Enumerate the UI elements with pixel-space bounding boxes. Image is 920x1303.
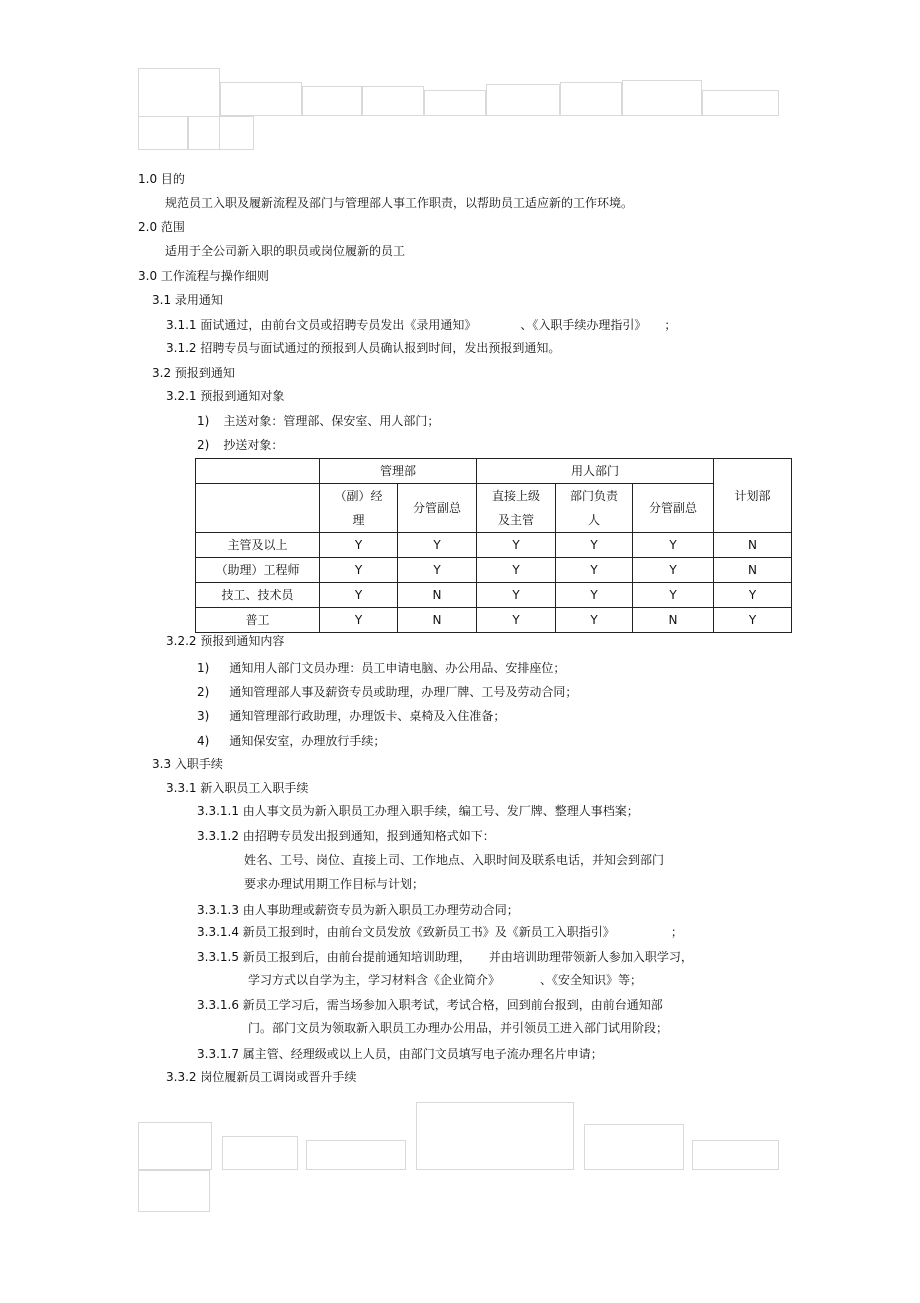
header-line: 理 xyxy=(352,513,365,527)
table-cell: N xyxy=(398,608,477,633)
footer-decoration-box xyxy=(692,1140,779,1170)
item-3-3-1-1: 3.3.1.1 由人事文员为新入职员工办理入职手续，编工号、发厂牌、整理人事档案； xyxy=(197,804,639,818)
header-decoration-box xyxy=(362,86,424,116)
section-3-title: 3.0 工作流程与操作细则 xyxy=(138,269,269,283)
item-3-1-2: 3.1.2 招聘专员与面试通过的预报到人员确认报到时间，发出预报到通知。 xyxy=(166,341,561,355)
section-3-2-2-title: 3.2.2 预报到通知内容 xyxy=(166,634,285,648)
table-cell: Y xyxy=(320,583,398,608)
section-1-body: 规范员工入职及履新流程及部门与管理部人事工作职责，以帮助员工适应新的工作环境。 xyxy=(165,196,634,210)
table-cell: Y xyxy=(320,558,398,583)
notification-recipient-table xyxy=(195,458,792,633)
table-cell: Y xyxy=(556,558,633,583)
item-3-3-1-3: 3.3.1.3 由人事助理或薪资专员为新入职员工办理劳动合同； xyxy=(197,903,519,917)
footer-decoration-box xyxy=(138,1122,212,1170)
footer-decoration-box xyxy=(306,1140,406,1170)
section-3-2-1-title: 3.2.1 预报到通知对象 xyxy=(166,389,285,403)
item-3-3-1-6-line-2: 门。部门文员为领取新入职员工办理办公用品，并引领员工进入部门试用阶段； xyxy=(248,1021,669,1035)
section-3-3-title: 3.3 入职手续 xyxy=(152,757,223,771)
table-row xyxy=(196,558,792,583)
item-3-3-1-5-part-a: 3.3.1.5 新员工报到后，由前台提前通知培训助理， xyxy=(197,950,471,964)
section-3-1-title: 3.1 录用通知 xyxy=(152,293,223,307)
table-cell: Y xyxy=(398,558,477,583)
table-cell: Y xyxy=(477,533,556,558)
table-cell: Y xyxy=(477,583,556,608)
table-row-label: 普工 xyxy=(196,608,320,633)
footer-decoration-box xyxy=(584,1124,684,1170)
header-line: （副）经 xyxy=(334,489,383,503)
item-3-1-1-part-a: 3.1.1 面试通过，由前台文员或招聘专员发出《录用通知》 xyxy=(166,318,477,332)
section-3-3-2-title: 3.3.2 岗位履新员工调岗或晋升手续 xyxy=(166,1070,357,1084)
section-2-body: 适用于全公司新入职的职员或岗位履新的员工 xyxy=(165,244,406,258)
table-group-header-dept: 用人部门 xyxy=(477,459,714,484)
table-cell: Y xyxy=(320,608,398,633)
section-1-title: 1.0 目的 xyxy=(138,172,185,186)
item-3-3-1-5 xyxy=(197,949,693,965)
list-number: 1) xyxy=(197,661,210,675)
list-number: 1) xyxy=(197,414,210,428)
list-number: 2) xyxy=(197,438,210,452)
table-cell: Y xyxy=(477,558,556,583)
item-3-1-1-part-b: 、《入职手续办理指引》 xyxy=(520,318,647,332)
table-header-plan: 计划部 xyxy=(714,459,792,533)
item-3-3-1-7: 3.3.1.7 属主管、经理级或以上人员，由部门文员填写电子流办理名片申请； xyxy=(197,1047,603,1061)
item-3-3-1-2-line-2: 姓名、工号、岗位、直接上司、工作地点、入职时间及联系电话，并知会到部门 xyxy=(244,853,665,867)
table-cell: Y xyxy=(320,533,398,558)
header-decoration-box xyxy=(220,82,302,116)
table-cell: Y xyxy=(633,583,714,608)
section-2-title: 2.0 范围 xyxy=(138,220,185,234)
table-cell: N xyxy=(398,583,477,608)
table-row-label: 主管及以上 xyxy=(196,533,320,558)
table-row-label: （助理）工程师 xyxy=(196,558,320,583)
list-text: 通知保安室，办理放行手续； xyxy=(229,734,386,748)
item-3-3-1-2: 3.3.1.2 由招聘专员发出报到通知，报到通知格式如下： xyxy=(197,829,495,843)
list-text: 通知管理部行政助理，办理饭卡、桌椅及入住准备； xyxy=(229,709,506,723)
item-3-3-1-2-line-3: 要求办理试用期工作目标与计划； xyxy=(244,877,425,891)
table-cell: Y xyxy=(556,533,633,558)
item-3-3-1-6: 3.3.1.6 新员工学习后，需当场参加入职考试，考试合格，回到前台报到，由前台通知部 xyxy=(197,998,663,1012)
header-decoration-box xyxy=(138,116,188,150)
list-item xyxy=(197,413,439,429)
table-cell: N xyxy=(633,608,714,633)
header-decoration-box xyxy=(188,116,254,150)
table-header-dept-head xyxy=(556,484,633,533)
header-decoration-box xyxy=(424,90,486,116)
footer-decoration-box xyxy=(222,1136,298,1170)
table-cell: Y xyxy=(714,608,792,633)
footer-decoration-box xyxy=(416,1102,574,1170)
table-row xyxy=(196,608,792,633)
table-header-row xyxy=(196,484,792,533)
list-number: 2) xyxy=(197,685,210,699)
header-line: 及主管 xyxy=(498,513,535,527)
item-3-3-1-4-part-a: 3.3.1.4 新员工报到时，由前台文员发放《致新员工书》及《新员工入职指引》 xyxy=(197,925,615,939)
header-decoration-box xyxy=(622,80,702,116)
header-line: 直接上级 xyxy=(492,489,541,503)
header-line: 人 xyxy=(588,513,601,527)
item-3-3-1-4-part-b: ； xyxy=(670,925,683,939)
item-3-3-1-5-part-b: 并由培训助理带领新人参加入职学习， xyxy=(488,950,693,964)
table-empty-cell xyxy=(196,484,320,533)
list-text: 通知管理部人事及薪资专员或助理，办理厂牌、工号及劳动合同； xyxy=(229,685,578,699)
list-number: 4) xyxy=(197,734,210,748)
table-cell: N xyxy=(714,533,792,558)
table-cell: Y xyxy=(556,583,633,608)
table-cell: Y xyxy=(633,533,714,558)
table-cell: N xyxy=(714,558,792,583)
header-decoration-box xyxy=(486,84,560,116)
header-decoration-box xyxy=(702,90,779,116)
table-header-vp-mgmt: 分管副总 xyxy=(398,484,477,533)
item-3-1-1-part-c: ； xyxy=(664,318,677,332)
table-group-header-mgmt: 管理部 xyxy=(320,459,477,484)
section-3-2-title: 3.2 预报到通知 xyxy=(152,366,235,380)
table-cell: Y xyxy=(556,608,633,633)
table-row-label: 技工、技术员 xyxy=(196,583,320,608)
item-3-3-1-4 xyxy=(197,924,683,940)
section-3-3-1-title: 3.3.1 新入职员工入职手续 xyxy=(166,781,309,795)
item-3-1-1 xyxy=(166,317,676,333)
list-number: 3) xyxy=(197,709,210,723)
table-corner-cell xyxy=(196,459,320,484)
list-text: 抄送对象： xyxy=(223,438,284,452)
table-cell: Y xyxy=(398,533,477,558)
table-cell: Y xyxy=(477,608,556,633)
list-text: 主送对象：管理部、保安室、用人部门； xyxy=(223,414,440,428)
table-header-vp-dept: 分管副总 xyxy=(633,484,714,533)
list-item xyxy=(197,437,283,453)
item-3-3-1-5-line-2-part-b: 、《安全知识》等； xyxy=(540,973,643,987)
list-item xyxy=(197,660,565,676)
header-line: 部门负责 xyxy=(570,489,619,503)
table-cell: Y xyxy=(633,558,714,583)
header-decoration-box xyxy=(560,82,622,116)
table-row xyxy=(196,533,792,558)
table-header-direct-supervisor xyxy=(477,484,556,533)
table-cell: Y xyxy=(714,583,792,608)
item-3-3-1-5-line-2-part-a: 学习方式以自学为主，学习材料含《企业简介》 xyxy=(248,973,501,987)
list-text: 通知用人部门文员办理：员工申请电脑、办公用品、安排座位； xyxy=(229,661,566,675)
list-item xyxy=(197,684,577,700)
list-item xyxy=(197,708,505,724)
table-header-manager xyxy=(320,484,398,533)
item-3-3-1-5-line-2 xyxy=(248,972,642,988)
header-decoration-box xyxy=(302,86,362,116)
list-item xyxy=(197,733,385,749)
table-header-row xyxy=(196,459,792,484)
footer-decoration-box xyxy=(138,1170,210,1212)
table-row xyxy=(196,583,792,608)
